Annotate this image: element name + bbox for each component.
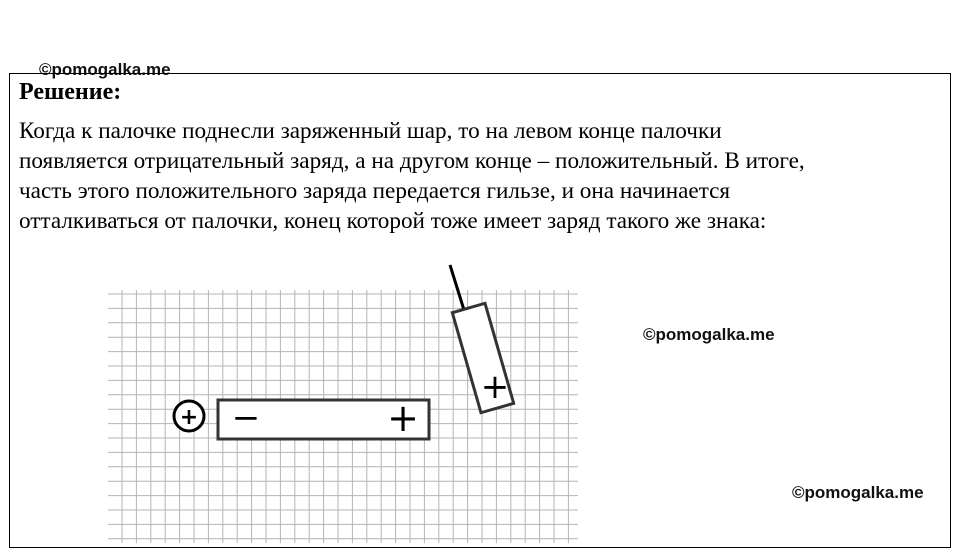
stick-positive-sign: + xyxy=(387,396,419,440)
sleeve xyxy=(450,265,514,413)
ball-charge-sign: + xyxy=(179,405,199,430)
solution-line-4: отталкиваться от палочки, конец которой тоже имеет заряд такого же знака: xyxy=(19,208,767,234)
stick-negative-sign: − xyxy=(231,398,261,438)
watermark-top: ©pomogalka.me xyxy=(39,60,171,79)
sleeve-thread xyxy=(450,265,464,310)
watermark-bottom: ©pomogalka.me xyxy=(792,483,924,502)
charged-ball xyxy=(174,401,204,431)
solution-line-3: часть этого положительного заряда передается гильзе, и она начинается xyxy=(19,178,731,204)
solution-line-2: появляется отрицательный заряд, а на другом конце – положительный. В итоге, xyxy=(19,148,805,174)
stick xyxy=(218,396,429,440)
watermark-middle: ©pomogalka.me xyxy=(643,325,775,344)
solution-heading: Решение: xyxy=(19,79,122,105)
sleeve-charge-sign: + xyxy=(480,367,510,407)
solution-line-1: Когда к палочке поднесли заряженный шар, то на левом конце палочки xyxy=(19,118,722,144)
